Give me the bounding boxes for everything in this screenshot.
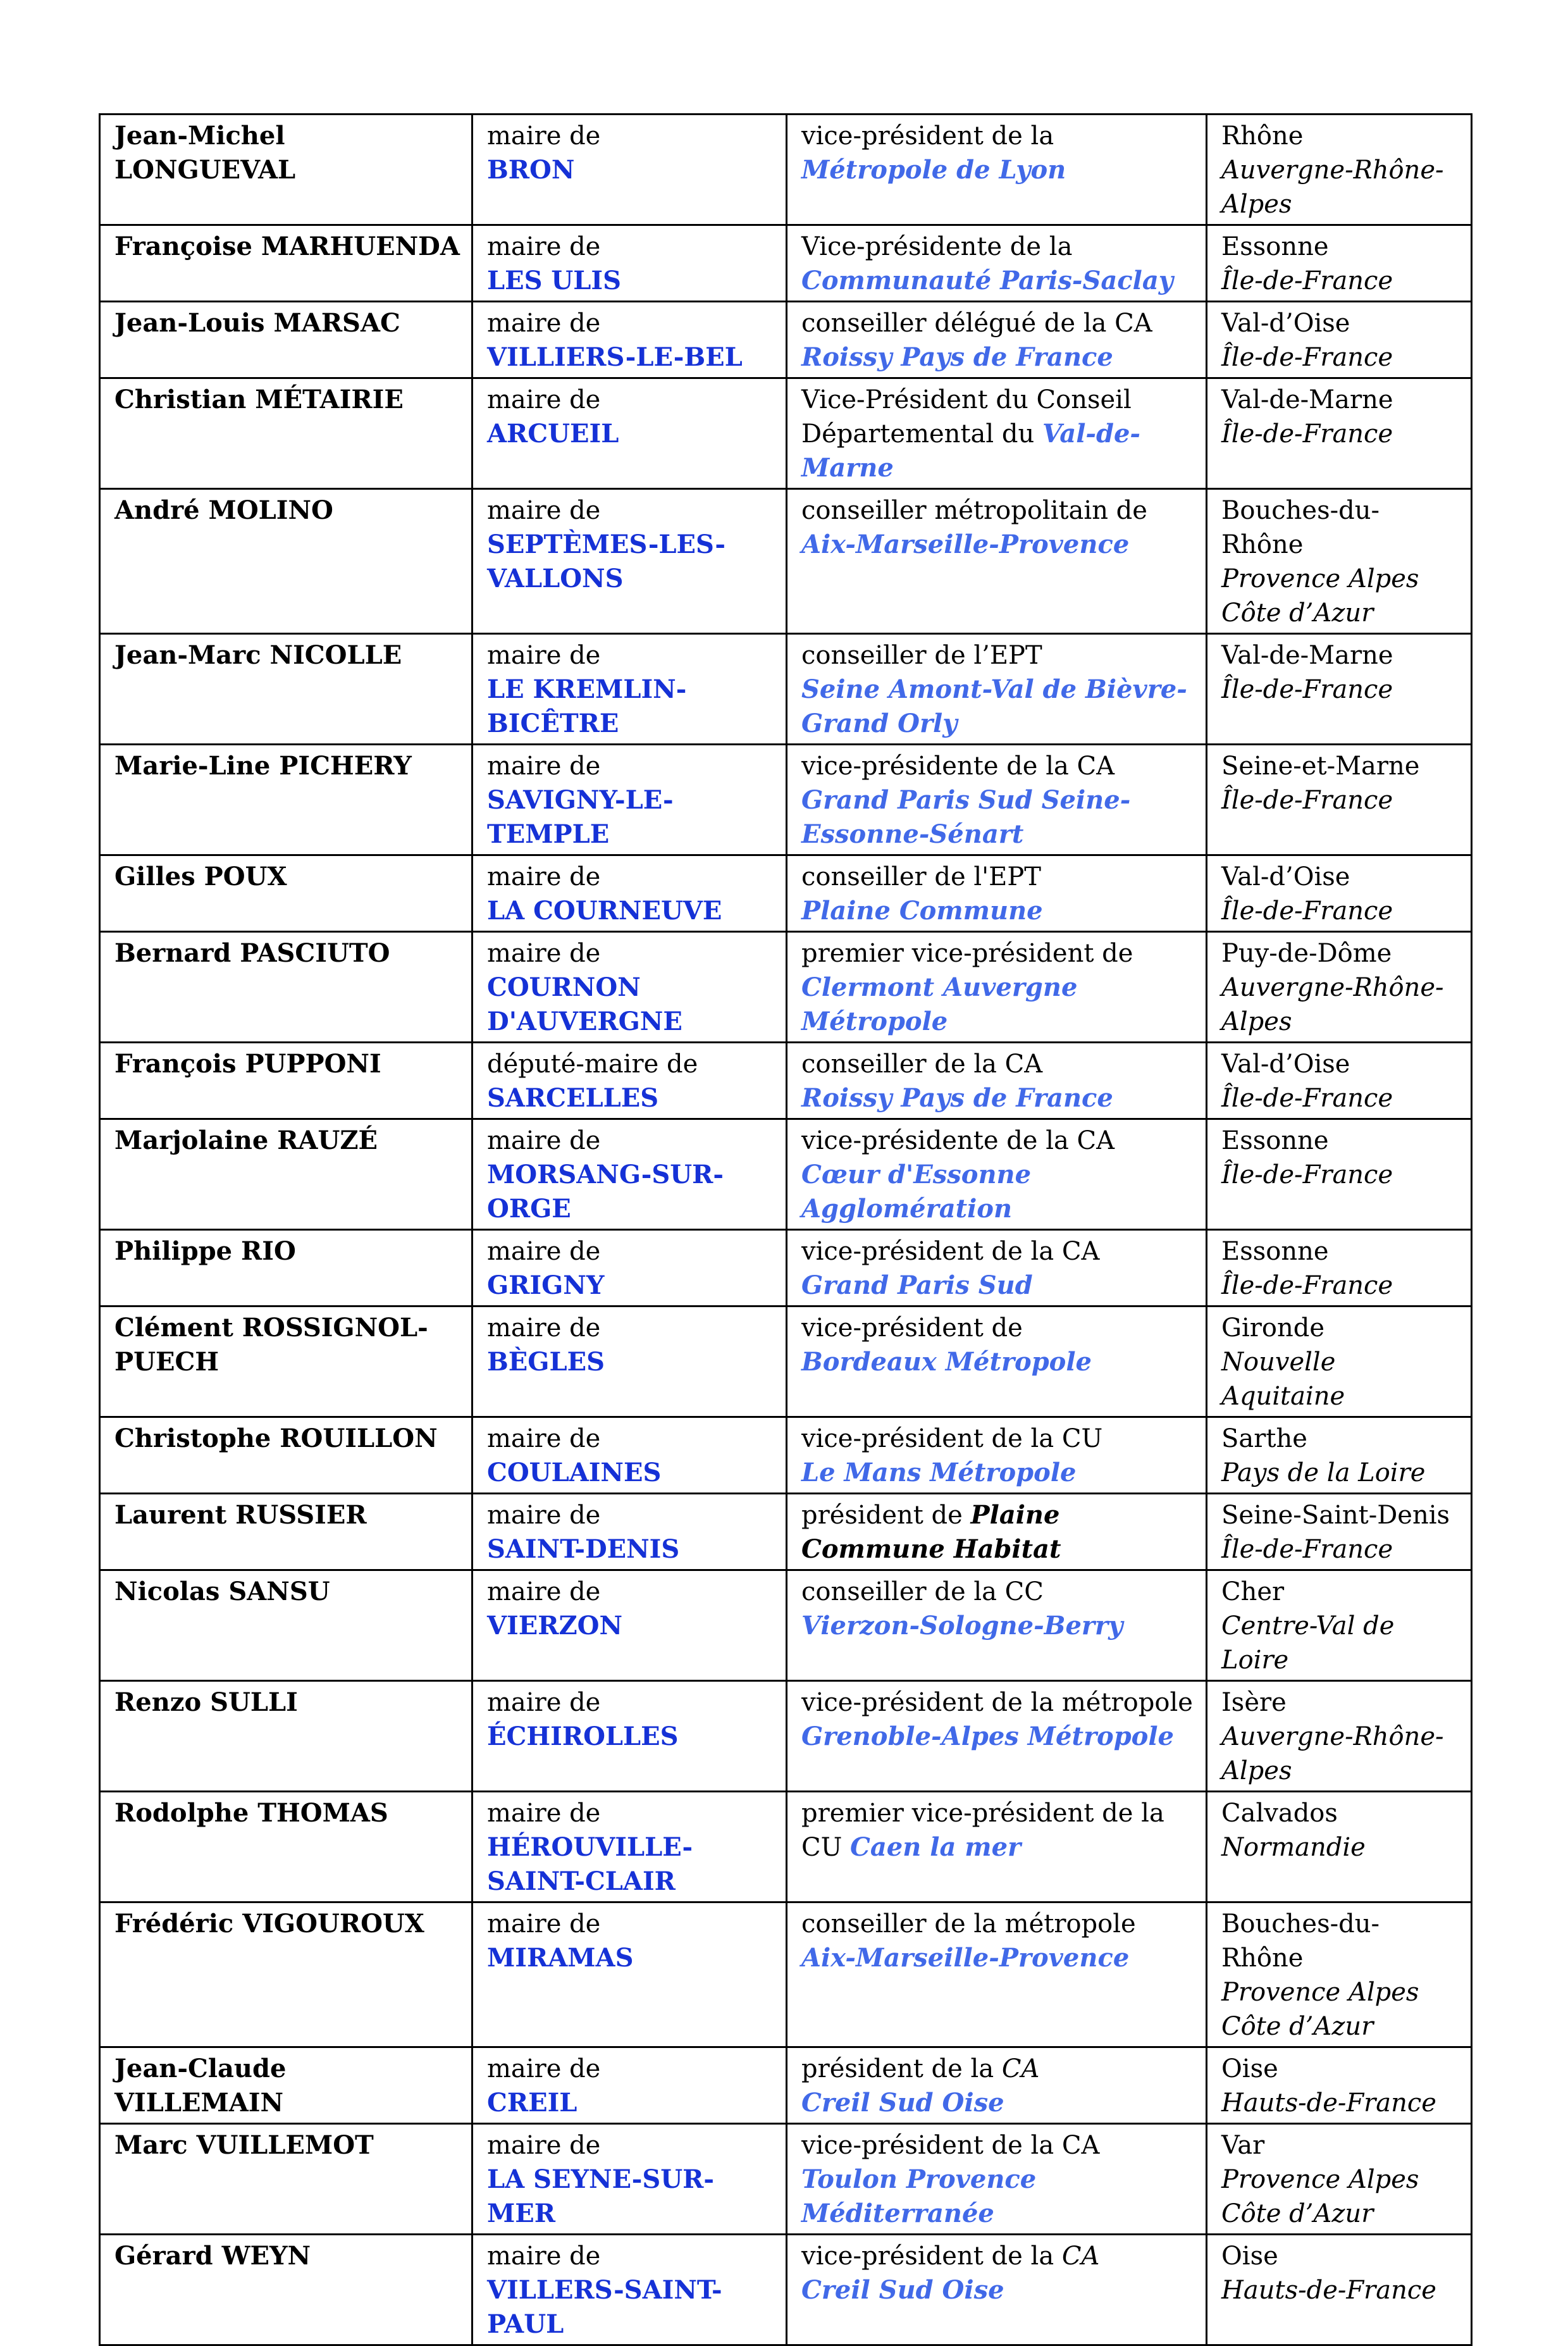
cell-institution [787,1570,1207,1681]
official-name: Frédéric VIGOUROUX [114,1909,424,1939]
city-name: HÉROUVILLE-SAINT-CLAIR [487,1832,693,1896]
table-row [100,745,1472,855]
official-name: Marjolaine RAUZÉ [114,1126,378,1155]
cell-institution [787,2124,1207,2235]
department-name: Cher [1221,1577,1285,1606]
cell-location [1207,1306,1472,1417]
institution-name: CA [1061,2242,1100,2271]
cell-institution [787,1119,1207,1230]
institution-role: vice-président de la CA [801,2131,1100,2160]
cell-institution [787,378,1207,489]
institution-name: Communauté Paris-Saclay [801,266,1174,295]
cell-name [100,2235,472,2345]
mandate-title: maire de [487,1313,601,1343]
cell-name [100,634,472,745]
city-name: ÉCHIROLLES [487,1722,679,1751]
officials-table-body [100,115,1472,2345]
institution-name: Bordeaux Métropole [801,1347,1092,1377]
region-name: Nouvelle Aquitaine [1221,1348,1345,1411]
city-name: VILLIERS-LE-BEL [487,342,743,372]
institution-name: Val-de-Marne [801,419,1141,483]
table-row [100,1792,1472,1902]
institution-role: conseiller métropolitain de [801,496,1147,525]
cell-name [100,745,472,855]
cell-name [100,115,472,225]
department-name: Val-d’Oise [1221,1050,1350,1079]
cell-mandate [472,1792,787,1902]
city-name: LES ULIS [487,266,622,295]
institution-name: Aix-Marseille-Provence [801,1943,1130,1973]
mandate-title: maire de [487,232,601,261]
official-name: Christophe ROUILLON [114,1424,438,1453]
institution-role: premier vice-président de [801,939,1133,968]
mandate-title: maire de [487,1126,601,1155]
mandate-title: maire de [487,1577,601,1606]
mandate-title: maire de [487,2131,601,2160]
department-name: Calvados [1221,1799,1338,1828]
region-name: Hauts-de-France [1221,2276,1436,2305]
mandate-title: député-maire de [487,1050,698,1079]
table-row [100,1902,1472,2047]
cell-mandate [472,634,787,745]
cell-name [100,1792,472,1902]
department-name: Essonne [1221,232,1329,261]
table-row [100,1570,1472,1681]
region-name: Île-de-France [1221,419,1393,449]
table-row [100,225,1472,302]
region-name: Provence Alpes Côte d’Azur [1221,2165,1419,2228]
department-name: Oise [1221,2242,1278,2271]
department-name: Seine-et-Marne [1221,752,1420,781]
cell-institution [787,115,1207,225]
institution-role: vice-président de [801,1313,1023,1343]
city-name: LE KREMLIN-BICÊTRE [487,674,687,738]
department-name: Val-de-Marne [1221,385,1393,414]
institution-name: Creil Sud Oise [801,2088,1004,2118]
cell-name [100,1417,472,1494]
cell-name [100,2124,472,2235]
cell-name [100,1119,472,1230]
region-name: Île-de-France [1221,1271,1393,1300]
cell-name [100,1681,472,1792]
cell-institution [787,489,1207,634]
department-name: Oise [1221,2054,1278,2083]
cell-mandate [472,1902,787,2047]
city-name: SAINT-DENIS [487,1534,680,1564]
region-name: Centre-Val de Loire [1221,1611,1395,1675]
cell-institution [787,1417,1207,1494]
mandate-title: maire de [487,121,601,151]
cell-location [1207,1570,1472,1681]
region-name: Auvergne-Rhône-Alpes [1221,156,1444,219]
department-name: Gironde [1221,1313,1324,1343]
city-name: LA SEYNE-SUR-MER [487,2164,715,2228]
institution-role: Vice-présidente de la [801,232,1073,261]
cell-mandate [472,1570,787,1681]
mandate-title: maire de [487,1909,601,1939]
institution-name: Grand Paris Sud [801,1270,1033,1300]
cell-name [100,378,472,489]
institution-role: vice-président de la CA [801,1237,1100,1266]
cell-mandate [472,855,787,932]
city-name: GRIGNY [487,1270,605,1300]
city-name: MIRAMAS [487,1943,634,1973]
cell-location [1207,302,1472,378]
department-name: Bouches-du-Rhône [1221,1909,1380,1973]
institution-name: Toulon Provence Méditerranée [801,2164,1037,2228]
cell-name [100,225,472,302]
cell-location [1207,745,1472,855]
region-name: Île-de-France [1221,266,1393,295]
official-name: Laurent RUSSIER [114,1500,367,1530]
institution-name: Caen la mer [850,1832,1022,1862]
institution-role: conseiller de l'EPT [801,862,1041,891]
institution-name: Clermont Auvergne Métropole [801,972,1078,1036]
city-name: CREIL [487,2088,577,2118]
department-name: Seine-Saint-Denis [1221,1501,1450,1530]
cell-mandate [472,2235,787,2345]
cell-mandate [472,2047,787,2124]
region-name: Île-de-France [1221,675,1393,704]
department-name: Essonne [1221,1126,1329,1155]
institution-name: Grenoble-Alpes Métropole [801,1722,1175,1751]
official-name: Françoise MARHUENDA [114,232,460,261]
cell-location [1207,1902,1472,2047]
institution-role: président de [801,1501,971,1530]
cell-name [100,489,472,634]
official-name: Jean-Michel LONGUEVAL [114,121,296,185]
mandate-title: maire de [487,1688,601,1717]
cell-location [1207,2235,1472,2345]
region-name: Île-de-France [1221,1084,1393,1113]
department-name: Isère [1221,1688,1287,1717]
cell-mandate [472,1119,787,1230]
cell-mandate [472,489,787,634]
official-name: Renzo SULLI [114,1687,298,1717]
official-name: Philippe RIO [114,1236,296,1266]
institution-role: vice-président de la métropole [801,1688,1193,1717]
institution-name: Le Mans Métropole [801,1458,1077,1487]
cell-location [1207,634,1472,745]
official-name: Rodolphe THOMAS [114,1798,388,1828]
mandate-title: maire de [487,1237,601,1266]
department-name: Val-de-Marne [1221,641,1393,670]
institution-name: Cœur d'Essonne Agglomération [801,1160,1032,1224]
mandate-title: maire de [487,2242,601,2271]
table-row [100,1119,1472,1230]
institution-name: CA [1001,2054,1040,2083]
official-name: Clément ROSSIGNOL-PUECH [114,1313,428,1377]
region-name: Île-de-France [1221,1160,1393,1189]
cell-name [100,302,472,378]
cell-institution [787,1681,1207,1792]
region-name: Île-de-France [1221,897,1393,926]
cell-name [100,1043,472,1119]
official-name: André MOLINO [114,495,333,525]
cell-mandate [472,1681,787,1792]
mandate-title: maire de [487,496,601,525]
cell-name [100,932,472,1043]
city-name: ARCUEIL [487,419,619,449]
institution-role: premier vice-président de la CU [801,1799,1164,1862]
cell-mandate [472,1417,787,1494]
region-name: Île-de-France [1221,1535,1393,1564]
cell-mandate [472,932,787,1043]
city-name: COURNON D'AUVERGNE [487,972,682,1036]
institution-role: président de la [801,2054,1002,2083]
cell-location [1207,489,1472,634]
cell-location [1207,1417,1472,1494]
official-name: François PUPPONI [114,1049,381,1079]
cell-institution [787,1306,1207,1417]
cell-institution [787,1792,1207,1902]
table-row [100,2047,1472,2124]
table-row [100,2124,1472,2235]
official-name: Gérard WEYN [114,2241,311,2271]
table-row [100,1417,1472,1494]
mandate-title: maire de [487,641,601,670]
cell-institution [787,1494,1207,1570]
city-name: COULAINES [487,1458,662,1487]
institution-name: Roissy Pays de France [801,1083,1113,1113]
city-name: LA COURNEUVE [487,896,722,926]
institution-name: Plaine Commune [801,896,1043,926]
city-name: BÈGLES [487,1347,605,1377]
mandate-title: maire de [487,1799,601,1828]
cell-location [1207,1792,1472,1902]
cell-mandate [472,115,787,225]
region-name: Île-de-France [1221,343,1393,372]
department-name: Var [1221,2131,1265,2160]
department-name: Val-d’Oise [1221,309,1350,338]
department-name: Essonne [1221,1237,1329,1266]
region-name: Auvergne-Rhône-Alpes [1221,973,1444,1036]
cell-mandate [472,2124,787,2235]
mandate-title: maire de [487,309,601,338]
table-row [100,302,1472,378]
cell-institution [787,855,1207,932]
official-name: Jean-Marc NICOLLE [114,640,402,670]
cell-institution [787,1043,1207,1119]
city-name: VIERZON [487,1611,623,1641]
cell-name [100,1306,472,1417]
cell-institution [787,634,1207,745]
institution-role: conseiller de l’EPT [801,641,1042,670]
institution-name: Creil Sud Oise [801,2275,1004,2305]
institution-role: conseiller de la métropole [801,1909,1136,1939]
department-name: Rhône [1221,121,1304,151]
cell-location [1207,932,1472,1043]
department-name: Bouches-du-Rhône [1221,496,1380,559]
region-name: Provence Alpes Côte d’Azur [1221,564,1419,628]
city-name: MORSANG-SUR-ORGE [487,1160,724,1224]
mandate-title: maire de [487,752,601,781]
mandate-title: maire de [487,385,601,414]
cell-institution [787,1902,1207,2047]
department-name: Val-d’Oise [1221,862,1350,891]
cell-location [1207,1494,1472,1570]
official-name: Jean-Claude VILLEMAIN [114,2054,287,2118]
cell-mandate [472,745,787,855]
city-name: SAVIGNY-LE-TEMPLE [487,785,674,849]
cell-institution [787,932,1207,1043]
mandate-title: maire de [487,1424,601,1453]
city-name: SARCELLES [487,1083,659,1113]
table-row [100,1681,1472,1792]
mandate-title: maire de [487,2054,601,2083]
region-name: Provence Alpes Côte d’Azur [1221,1978,1419,2041]
region-name: Normandie [1221,1833,1366,1862]
city-name: SEPTÈMES-LES-VALLONS [487,530,725,593]
cell-mandate [472,302,787,378]
cell-name [100,1570,472,1681]
cell-location [1207,1681,1472,1792]
table-row [100,932,1472,1043]
cell-mandate [472,1306,787,1417]
cell-name [100,1230,472,1306]
department-name: Sarthe [1221,1424,1307,1453]
mandate-title: maire de [487,939,601,968]
cell-institution [787,745,1207,855]
cell-institution [787,1230,1207,1306]
table-row [100,1230,1472,1306]
official-name: Bernard PASCIUTO [114,938,390,968]
cell-location [1207,1043,1472,1119]
mandate-title: maire de [487,1501,601,1530]
institution-role: vice-présidente de la CA [801,1126,1115,1155]
institution-role: vice-présidente de la CA [801,752,1115,781]
institution-role: Vice-Président du Conseil Départemental du [801,385,1132,449]
official-name: Marc VUILLEMOT [114,2130,374,2160]
institution-name: Plaine Commune Habitat [801,1500,1061,1564]
region-name: Auvergne-Rhône-Alpes [1221,1722,1444,1785]
region-name: Hauts-de-France [1221,2088,1436,2118]
cell-institution [787,225,1207,302]
cell-name [100,1902,472,2047]
cell-location [1207,855,1472,932]
mandate-title: maire de [487,862,601,891]
institution-name: Seine Amont-Val de Bièvre-Grand Orly [801,674,1187,738]
cell-institution [787,2235,1207,2345]
official-name: Jean-Louis MARSAC [114,308,400,338]
table-row [100,1043,1472,1119]
officials-table [99,113,1472,2346]
cell-institution [787,2047,1207,2124]
cell-location [1207,1230,1472,1306]
institution-role: vice-président de la CU [801,1424,1103,1453]
cell-mandate [472,1043,787,1119]
official-name: Nicolas SANSU [114,1577,330,1606]
table-row [100,378,1472,489]
cell-location [1207,225,1472,302]
cell-name [100,1494,472,1570]
region-name: Pays de la Loire [1221,1458,1426,1487]
table-row [100,855,1472,932]
table-row [100,489,1472,634]
institution-name: Roissy Pays de France [801,342,1113,372]
cell-mandate [472,1494,787,1570]
official-name: Marie-Line PICHERY [114,751,412,781]
cell-mandate [472,378,787,489]
table-row [100,634,1472,745]
cell-institution [787,302,1207,378]
cell-mandate [472,225,787,302]
official-name: Gilles POUX [114,862,287,891]
institution-role: conseiller de la CA [801,1050,1043,1079]
cell-location [1207,2124,1472,2235]
city-name: VILLERS-SAINT-PAUL [487,2275,722,2339]
cell-location [1207,2047,1472,2124]
region-name: Île-de-France [1221,786,1393,815]
cell-location [1207,378,1472,489]
cell-location [1207,115,1472,225]
table-row [100,115,1472,225]
institution-role: conseiller délégué de la CA [801,309,1152,338]
institution-name: Grand Paris Sud Seine-Essonne-Sénart [801,785,1131,849]
institution-role: vice-président de la [801,121,1054,151]
table-row [100,1494,1472,1570]
institution-role: vice-président de la [801,2242,1062,2271]
table-row [100,2235,1472,2345]
institution-name: Aix-Marseille-Provence [801,530,1130,559]
cell-name [100,855,472,932]
cell-location [1207,1119,1472,1230]
cell-mandate [472,1230,787,1306]
cell-name [100,2047,472,2124]
official-name: Christian MÉTAIRIE [114,385,404,414]
institution-name: Métropole de Lyon [801,155,1066,185]
table-row [100,1306,1472,1417]
city-name: BRON [487,155,575,185]
department-name: Puy-de-Dôme [1221,939,1392,968]
institution-name: Vierzon-Sologne-Berry [801,1611,1123,1641]
institution-role: conseiller de la CC [801,1577,1044,1606]
